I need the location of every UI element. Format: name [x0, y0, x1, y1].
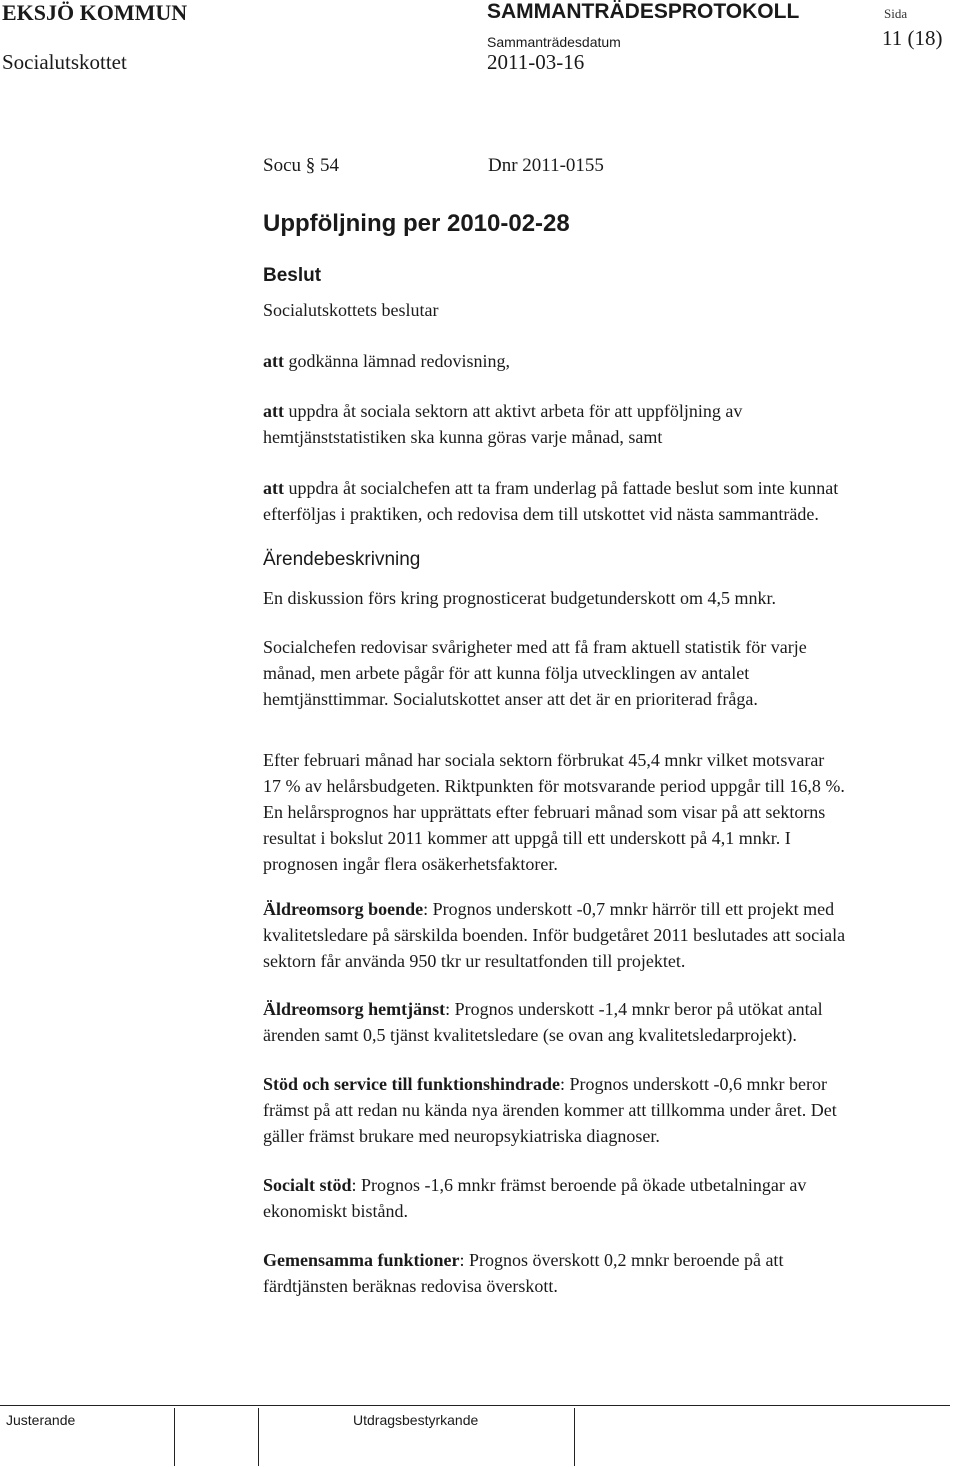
area-paragraph — [263, 1172, 960, 1224]
area-label: Socialt stöd — [263, 1175, 352, 1195]
decision-item — [263, 398, 960, 450]
area-paragraph — [263, 1071, 960, 1149]
text-line: : Prognos överskott 0,2 mnkr beroende på att — [459, 1250, 784, 1270]
signature-box-divider — [174, 1408, 175, 1466]
footer-justerande-label: Justerande — [6, 1412, 76, 1428]
area-paragraph — [263, 996, 960, 1048]
decision-item — [263, 348, 960, 374]
decision-intro: Socialutskottets beslutar — [263, 300, 439, 320]
signature-box-divider — [574, 1408, 575, 1466]
footer-utdrag-label: Utdragsbestyrkande — [353, 1412, 479, 1428]
text-line: Socialchefen redovisar svårigheter med att få fram aktuell statistik för varje — [263, 637, 807, 657]
description-paragraph — [263, 747, 960, 877]
decision-text: hemtjänststatistiken ska kunna göras varje månad, samt — [263, 427, 663, 447]
case-reference — [263, 155, 339, 177]
text-line: hemtjänsttimmar. Socialutskottet anser att det är en prioriterad fråga. — [263, 689, 758, 709]
text-line: Efter februari månad har sociala sektorn förbrukat 45,4 mnkr vilket motsvarar — [263, 750, 825, 770]
paragraph-symbol: § — [305, 155, 316, 176]
text-line: färdtjänsten beräknas redovisa överskott. — [263, 1276, 558, 1296]
text-line: resultat i bokslut 2011 kommer att uppgå till ett underskott på 4,1 mnkr. I — [263, 828, 791, 848]
area-label: Stöd och service till funktionshindrade — [263, 1074, 561, 1094]
area-paragraph — [263, 896, 960, 974]
decision-lead: att — [263, 401, 284, 421]
diary-number: Dnr 2011-0155 — [488, 155, 604, 176]
area-label: Äldreomsorg boende — [263, 899, 424, 919]
footer-divider — [0, 1405, 950, 1406]
text-line: : Prognos underskott -1,4 mnkr beror på utökat antal — [445, 999, 823, 1019]
text-line: : Prognos underskott -0,6 mnkr beror — [560, 1074, 828, 1094]
organization-name: EKSJÖ KOMMUN — [2, 0, 188, 25]
area-paragraph — [263, 1247, 960, 1299]
page-title: Uppföljning per 2010-02-28 — [263, 210, 570, 237]
text-line: ekonomiskt bistånd. — [263, 1201, 408, 1221]
case-number: 54 — [320, 155, 339, 176]
decision-lead: att — [263, 351, 284, 371]
text-line: : Prognos underskott -0,7 mnkr härrör till ett projekt med — [423, 899, 835, 919]
text-line: : Prognos -1,6 mnkr främst beroende på ökade utbetalningar av — [351, 1175, 807, 1195]
text-line: kvalitetsledare på särskilda boenden. Inför budgetåret 2011 beslutades att sociala — [263, 925, 846, 945]
decision-lead: att — [263, 478, 284, 498]
text-line: gäller främst brukare med neuropsykiatriska diagnoser. — [263, 1126, 660, 1146]
text-line: främst på att redan nu kända nya ärenden kommer att tillkomma under året. Det — [263, 1100, 837, 1120]
date-label: Sammanträdesdatum — [487, 34, 621, 50]
page-number: 11 (18) — [882, 26, 943, 50]
decision-heading: Beslut — [263, 265, 322, 286]
area-label: Äldreomsorg hemtjänst — [263, 999, 446, 1019]
text-line: månad, men arbete pågår för att kunna följa utvecklingen av antalet — [263, 663, 750, 683]
description-paragraph — [263, 634, 960, 712]
area-label: Gemensamma funktioner — [263, 1250, 460, 1270]
page-label: Sida — [884, 6, 908, 21]
text-line: En helårsprognos har upprättats efter februari månad som visar på att sektorns — [263, 802, 826, 822]
text-line: sektorn får använda 950 tkr ur resultatfonden till projektet. — [263, 951, 686, 971]
decision-text: uppdra åt socialchefen att ta fram underlag på fattade beslut som inte kunnat — [284, 478, 839, 498]
description-heading: Ärendebeskrivning — [263, 549, 421, 570]
protocol-title: SAMMANTRÄDESPROTOKOLL — [487, 0, 800, 23]
text-line: ärenden samt 0,5 tjänst kvalitetsledare (se ovan ang kvalitetsledarprojekt). — [263, 1025, 797, 1045]
decision-item — [263, 475, 960, 527]
decision-text: uppdra åt sociala sektorn att aktivt arbeta för att uppföljning av — [284, 401, 743, 421]
decision-text: godkänna lämnad redovisning, — [284, 351, 510, 371]
text-line: 17 % av helårsbudgeten. Riktpunkten för motsvarande period uppgår till 16,8 %. — [263, 776, 845, 796]
decision-text: efterföljas i praktiken, och redovisa dem till utskottet vid nästa sammanträde. — [263, 504, 819, 524]
description-paragraph: En diskussion förs kring prognosticerat budgetunderskott om 4,5 mnkr. — [263, 588, 776, 608]
meeting-date: 2011-03-16 — [487, 50, 585, 74]
department-name: Socialutskottet — [2, 50, 127, 74]
signature-box-divider — [258, 1408, 259, 1466]
case-section: Socu — [263, 155, 301, 176]
text-line: prognosen ingår flera osäkerhetsfaktorer. — [263, 854, 558, 874]
